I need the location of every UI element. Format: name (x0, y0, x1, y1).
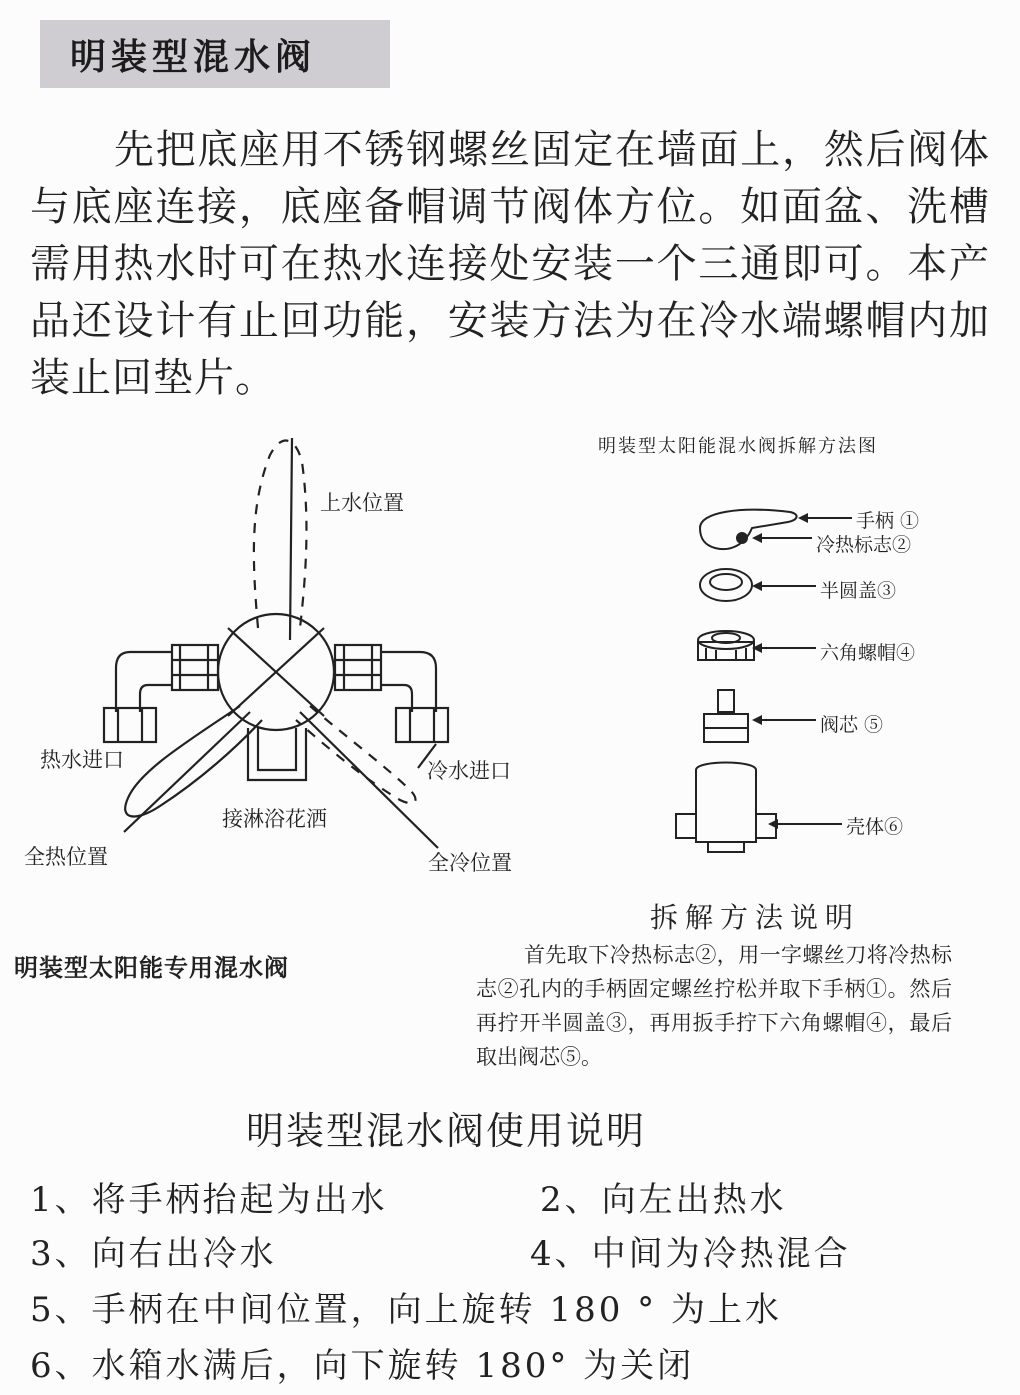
part-label-body: 壳体⑥ (846, 816, 904, 838)
disassembly-title: 拆解方法说明 (650, 901, 861, 934)
part-handle (700, 510, 797, 549)
handle-up-outline (254, 441, 307, 628)
section-title: 明装型混水阀 (70, 36, 317, 78)
label-hot-inlet: 热水进口 (40, 748, 124, 772)
hot-inlet-pipe (116, 652, 172, 712)
label-cold-inlet: 冷水进口 (427, 759, 511, 783)
right-diagram-title: 明装型太阳能混水阀拆解方法图 (598, 436, 878, 457)
usage-item-1: 1、将手柄抬起为出水 (30, 1180, 388, 1220)
part-label-hex-nut: 六角螺帽④ (820, 642, 916, 664)
label-up-water: 上水位置 (320, 491, 404, 515)
part-label-half-cap: 半圆盖③ (820, 580, 897, 602)
left-diagram-caption: 明装型太阳能专用混水阀 (14, 954, 289, 982)
part-label-mark: 冷热标志② (816, 534, 912, 556)
right-nut (335, 645, 381, 690)
label-full-cold: 全冷位置 (428, 851, 512, 875)
handle-hot-position (125, 706, 262, 816)
disassembly-text: 首先取下冷热标志②，用一字螺丝刀将冷热标志②孔内的手柄固定螺丝拧松并取下手柄①。然后再拧开半圆盖③，再用扳手拧下六角螺帽④，最后取出阀芯⑤。 (476, 943, 952, 1069)
intro-paragraph: 先把底座用不锈钢螺丝固定在墙面上，然后阀体与底座连接，底座备帽调节阀体方位。如面盆、洗槽需用热水时可在热水连接处安装一个三通即可。本产品还设计有止回功能，安装方法为在冷水端螺帽内加装止回垫片。 (30, 127, 990, 401)
usage-title: 明装型混水阀使用说明 (246, 1109, 647, 1153)
part-label-valve-core: 阀芯 ⑤ (820, 714, 884, 736)
part-body (696, 763, 756, 843)
part-valve-core (718, 690, 734, 712)
cold-inlet-pipe (381, 652, 436, 712)
usage-item-6: 6、水箱水满后，向下旋转 180° 为关闭 (30, 1346, 695, 1386)
label-shower: 接淋浴花洒 (222, 807, 327, 831)
vertical-axis-line (290, 438, 292, 640)
usage-item-5: 5、手柄在中间位置，向上旋转 180 ° 为上水 (30, 1290, 782, 1330)
part-label-handle: 手柄 ① (856, 510, 920, 532)
label-full-hot: 全热位置 (24, 845, 108, 869)
shower-outlet (248, 728, 306, 780)
usage-item-3: 3、向右出冷水 (30, 1234, 277, 1274)
usage-item-2: 2、向左出热水 (540, 1180, 787, 1220)
handle-cold-position (296, 706, 415, 803)
usage-item-4: 4、中间为冷热混合 (530, 1234, 851, 1274)
hot-inlet-fitting (104, 708, 156, 742)
cold-inlet-fitting (396, 708, 448, 742)
